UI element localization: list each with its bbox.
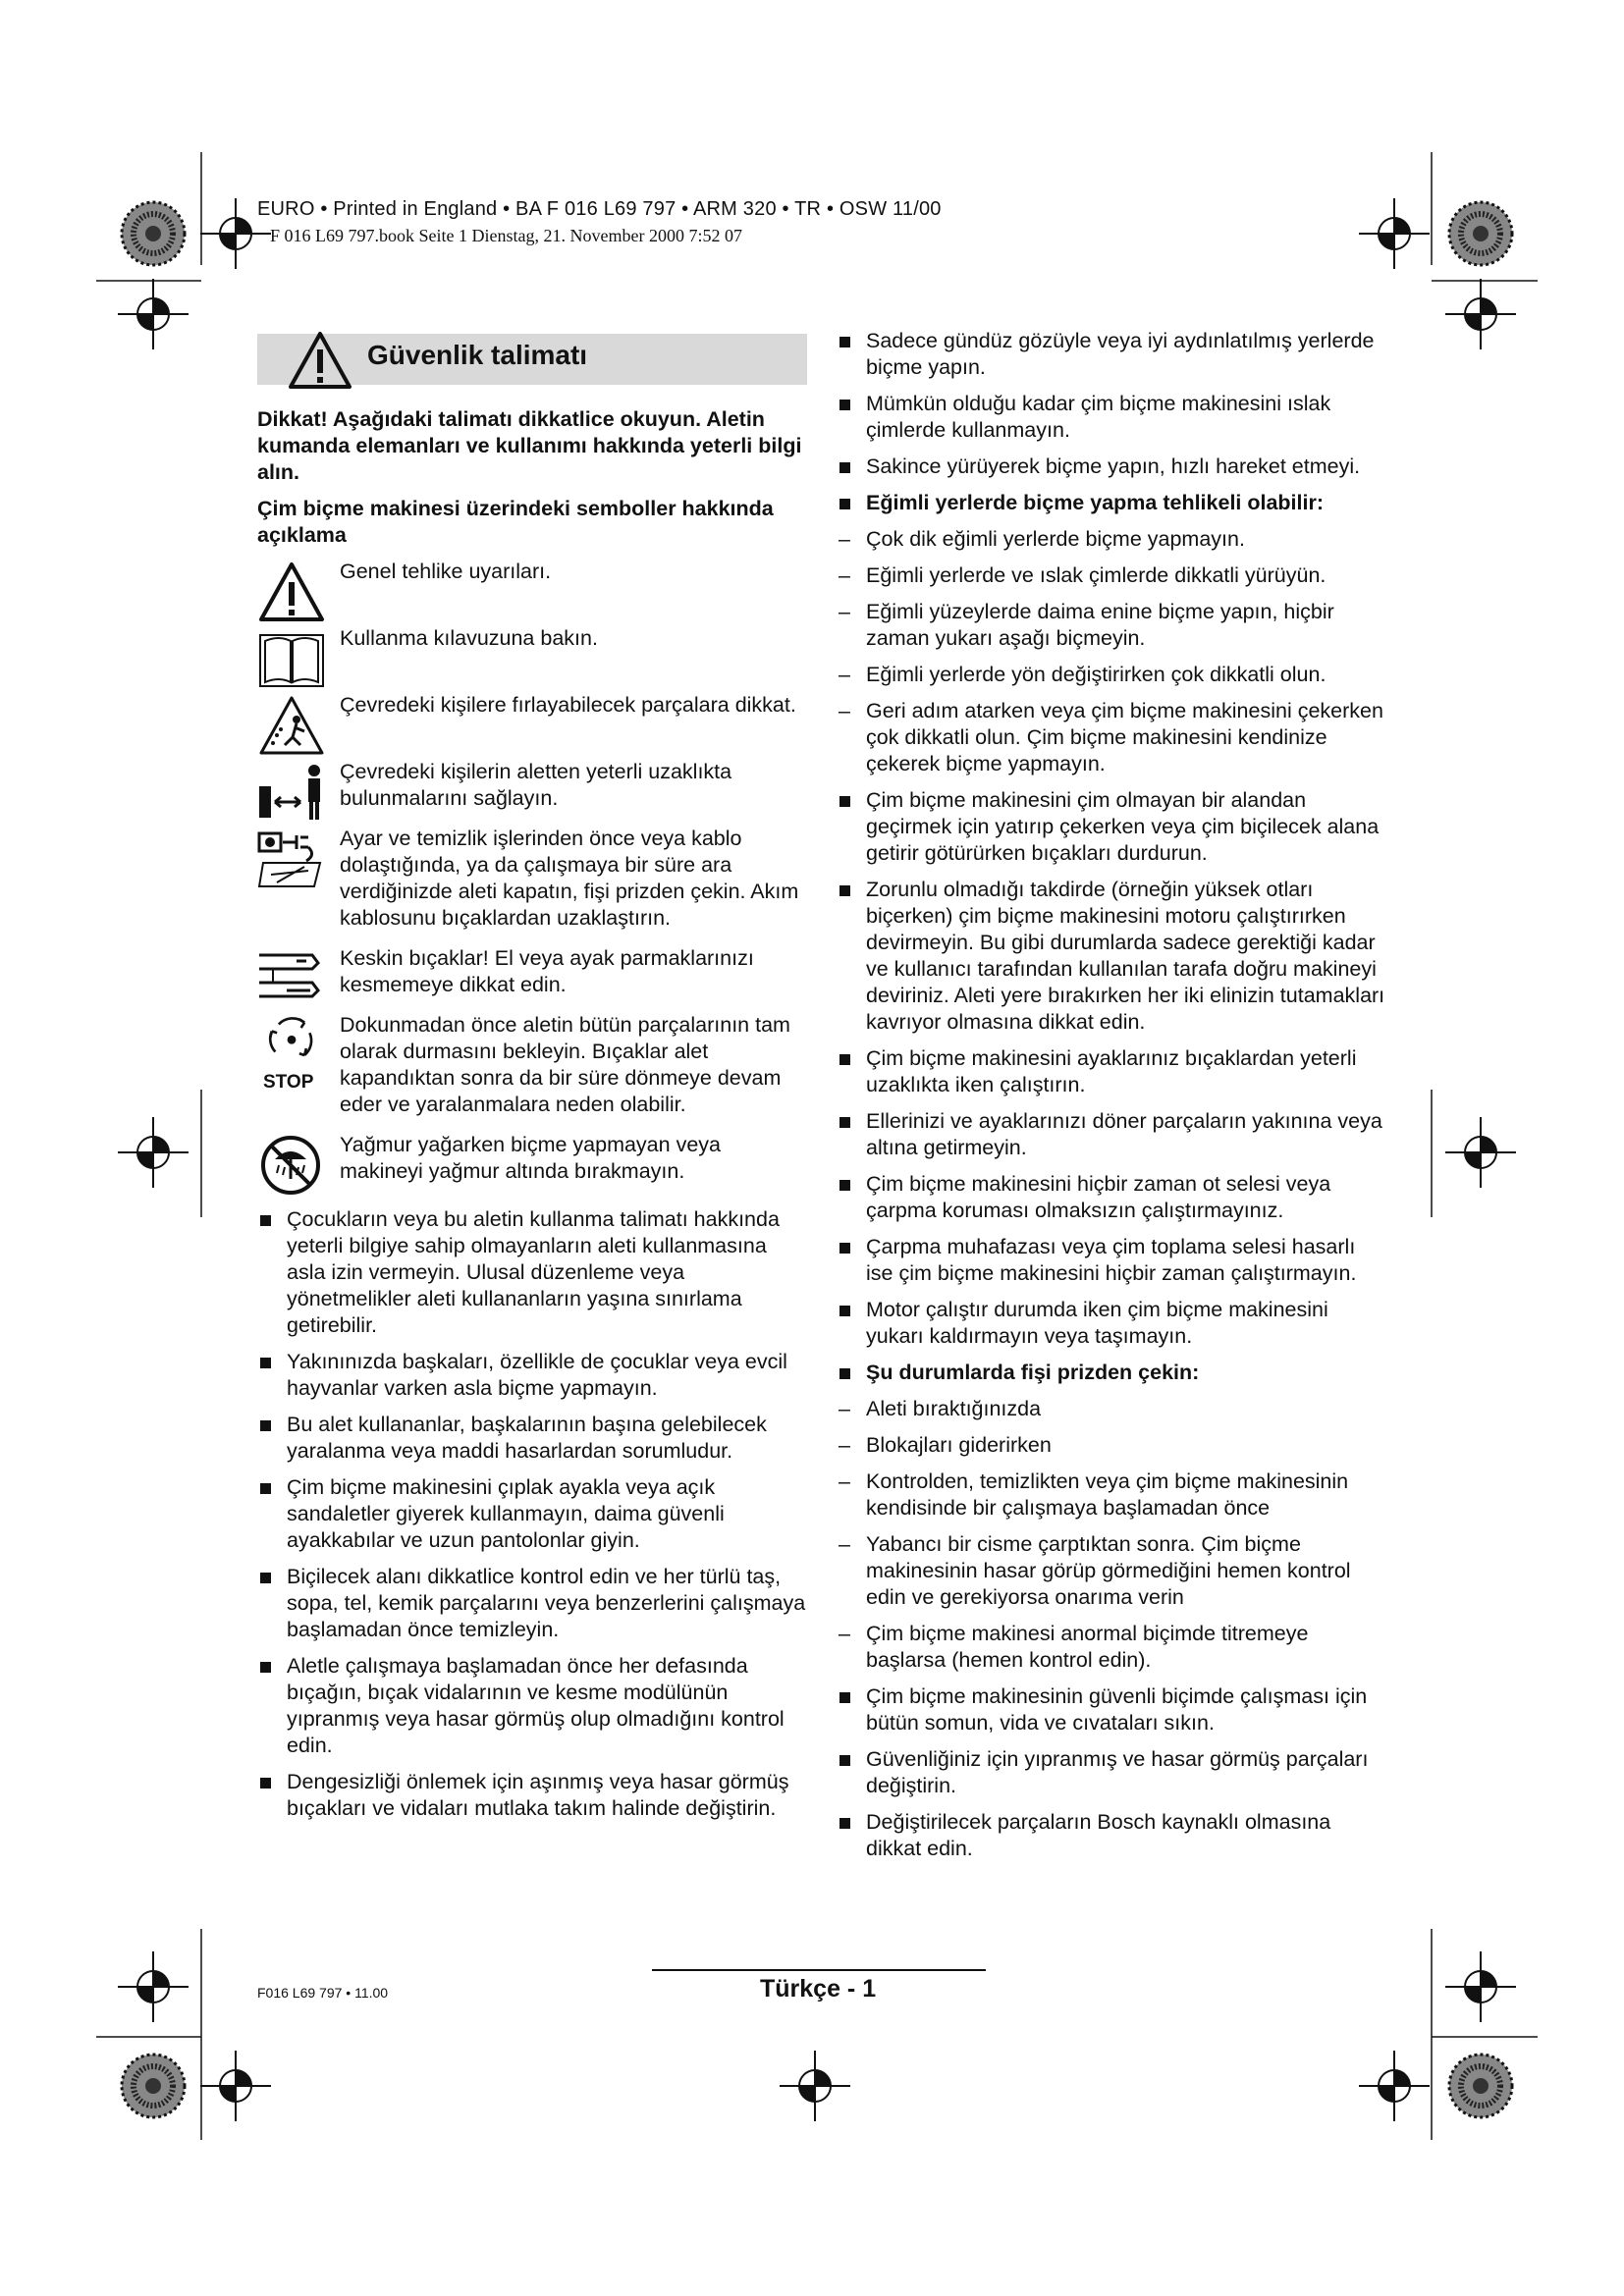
symbol-text: Dokunmadan önce aletin bütün parçalarının tam olarak durmasını bekleyin. Bıçaklar alet kapandıktan sonra da bir süre dönmeye devam eder ve yaralanmalara neden olabilir. xyxy=(340,1013,790,1116)
print-header-line-2: F 016 L69 797.book Seite 1 Dienstag, 21. November 2000 7:52 07 xyxy=(270,226,742,245)
left-column xyxy=(257,334,807,1832)
dash-item: – Aleti bıraktığınızda xyxy=(837,1396,1386,1422)
symbol-row xyxy=(257,1132,807,1185)
symbol-text: Çevredeki kişilerin aletten yeterli uzaklıkta bulunmalarını sağlayın. xyxy=(340,760,732,810)
dash-item: – Geri adım atarken veya çim biçme makinesini çekerken çok dikkatli olun. Çim biçme makinesini kendinize çekerek biçme yapmayın. xyxy=(837,698,1386,777)
sharp-blades-icon xyxy=(257,947,326,1010)
bullet-item: Çim biçme makinesini ayaklarınız bıçaklardan yeterli uzaklıkta iken çalıştırın. xyxy=(837,1045,1386,1098)
footer-page-label: Türkçe - 1 xyxy=(760,1975,877,2002)
bullet-item: Yakınınızda başkaları, özellikle de çocuklar veya evcil hayvanlar varken asla biçme yapmayın. xyxy=(257,1349,807,1402)
manual-book-icon xyxy=(257,627,326,690)
bullet-item: Mümkün olduğu kadar çim biçme makinesini ıslak çimlerde kullanmayın. xyxy=(837,391,1386,444)
thrown-objects-icon xyxy=(257,694,326,757)
symbol-row xyxy=(257,945,807,998)
left-bullet-list xyxy=(257,1206,807,1822)
bullet-item: Çocukların veya bu aletin kullanma talimatı hakkında yeterli bilgiye sahip olmayanların aleti kullanmasına asla izin vermeyin. Ulusal düzenleme veya yönetmelikler aleti kullananların yaşına sınırlama getirebilir. xyxy=(257,1206,807,1339)
footer-divider xyxy=(652,1969,986,1971)
dash-item: – Kontrolden, temizlikten veya çim biçme makinesinin kendisinde bir çalışmaya başlamadan önce xyxy=(837,1468,1386,1522)
section-banner xyxy=(257,334,807,385)
keep-distance-icon xyxy=(257,761,326,824)
symbol-row xyxy=(257,826,807,932)
warning-triangle-icon xyxy=(257,561,326,623)
symbol-text: Yağmur yağarken biçme yapmayan veya makineyi yağmur altında bırakmayın. xyxy=(340,1133,721,1183)
no-rain-icon xyxy=(257,1134,326,1197)
dash-item: – Eğimli yerlerde ve ıslak çimlerde dikkatli yürüyün. xyxy=(837,562,1386,589)
symbol-row xyxy=(257,559,807,612)
footer-doc-code: F016 L69 797 • 11.00 xyxy=(257,1985,389,2001)
bullet-item: Değiştirilecek parçaların Bosch kaynaklı olmasına dikkat edin. xyxy=(837,1809,1386,1862)
bullet-item: Şu durumlarda fişi prizden çekin: xyxy=(837,1360,1386,1386)
dash-item: – Eğimli yerlerde yön değiştirirken çok dikkatli olun. xyxy=(837,662,1386,688)
symbol-text: Çevredeki kişilere fırlayabilecek parçalara dikkat. xyxy=(340,693,796,717)
bullet-item: Zorunlu olmadığı takdirde (örneğin yüksek otları biçerken) çim biçme makinesini motoru çalıştırırken devirmeyin. Bu gibi durumlarda sadece gerektiği kadar ve kullanıcı tarafından kullanılan tarafa doğru makineyi deviriniz. Aleti yere bırakırken her iki elinizin tutamakları kavrıyor olmasına dikkat edin. xyxy=(837,877,1386,1036)
bullet-item: Ellerinizi ve ayaklarınızı döner parçaların yakınına veya altına getirmeyin. xyxy=(837,1108,1386,1161)
print-header-line-1: EURO • Printed in England • BA F 016 L69 797 • ARM 320 • TR • OSW 11/00 xyxy=(257,198,942,220)
symbol-row xyxy=(257,1012,807,1118)
bullet-item: Sakince yürüyerek biçme yapın, hızlı hareket etmeyi. xyxy=(837,454,1386,480)
stop-label: STOP xyxy=(263,1072,314,1093)
bullet-item: Sadece gündüz gözüyle veya iyi aydınlatılmış yerlerde biçme yapın. xyxy=(837,328,1386,381)
bullet-item: Çim biçme makinesini hiçbir zaman ot selesi veya çarpma koruması olmaksızın çalıştırmayınız. xyxy=(837,1171,1386,1224)
bullet-item: Eğimli yerlerde biçme yapma tehlikeli olabilir: xyxy=(837,490,1386,516)
symbol-row xyxy=(257,625,807,678)
bullet-item: Aletle çalışmaya başlamadan önce her defasında bıçağın, bıçak vidalarının ve kesme modülünün yıpranmış veya hasar görmüş olup olmadığını kontrol edin. xyxy=(257,1653,807,1759)
dash-item: – Eğimli yüzeylerde daima enine biçme yapın, hiçbir zaman yukarı aşağı biçmeyin. xyxy=(837,599,1386,652)
right-column xyxy=(837,328,1386,1872)
intro-warning: Dikkat! Aşağıdaki talimatı dikkatlice okuyun. Aletin kumanda elemanları ve kullanımı hakkında yeterli bilgi alın. xyxy=(257,407,802,484)
bullet-item: Dengesizliği önlemek için aşınmış veya hasar görmüş bıçakları ve vidaları mutlaka takım halinde değiştirin. xyxy=(257,1769,807,1822)
bullet-item: Biçilecek alanı dikkatlice kontrol edin ve her türlü taş, sopa, tel, kemik parçalarını veya benzerlerini çalışmaya başlamadan önce temizleyin. xyxy=(257,1564,807,1643)
bullet-item: Çim biçme makinesini çıplak ayakla veya açık sandaletler giyerek kullanmayın, daima güvenli ayakkabılar ve uzun pantolonlar giyin. xyxy=(257,1474,807,1554)
bullet-item: Motor çalıştır durumda iken çim biçme makinesini yukarı kaldırmayın veya taşımayın. xyxy=(837,1297,1386,1350)
symbol-row xyxy=(257,759,807,812)
symbol-row xyxy=(257,692,807,745)
bullet-item: Çim biçme makinesinin güvenli biçimde çalışması için bütün somun, vida ve cıvataları sıkın. xyxy=(837,1683,1386,1736)
section-title: Güvenlik talimatı xyxy=(367,340,588,370)
unplug-icon xyxy=(257,828,326,890)
warning-triangle-icon xyxy=(287,330,353,391)
stop-rotation-icon xyxy=(257,1014,326,1069)
bullet-item: Çim biçme makinesini çim olmayan bir alandan geçirmek için yatırıp çekerken veya çim biçilecek alana getirir götürürken bıçakları durdurun. xyxy=(837,787,1386,867)
right-bullet-list xyxy=(837,328,1386,1862)
dash-item: – Çok dik eğimli yerlerde biçme yapmayın. xyxy=(837,526,1386,553)
symbol-text: Genel tehlike uyarıları. xyxy=(340,560,552,583)
bullet-item: Güvenliğiniz için yıpranmış ve hasar görmüş parçaları değiştirin. xyxy=(837,1746,1386,1799)
symbol-text: Ayar ve temizlik işlerinden önce veya kablo dolaştığında, ya da çalışmaya bir süre ara verdiğinizde aleti kapatın, fişi prizden çekin. Akım kablosunu bıçaklardan uzaklaştırın. xyxy=(340,827,799,930)
dash-item: – Çim biçme makinesi anormal biçimde titremeye başlarsa (hemen kontrol edin). xyxy=(837,1621,1386,1674)
bullet-item: Bu alet kullananlar, başkalarının başına gelebilecek yaralanma veya maddi hasarlardan sorumludur. xyxy=(257,1412,807,1465)
dash-item: – Yabancı bir cisme çarptıktan sonra. Çim biçme makinesinin hasar görüp görmediğini hemen kontrol edin ve gerekiyorsa onarıma verin xyxy=(837,1531,1386,1611)
dash-item: – Blokajları giderirken xyxy=(837,1432,1386,1459)
symbol-text: Keskin bıçaklar! El veya ayak parmaklarınızı kesmemeye dikkat edin. xyxy=(340,946,754,996)
symbols-heading: Çim biçme makinesi üzerindeki semboller hakkında açıklama xyxy=(257,497,774,547)
bullet-item: Çarpma muhafazası veya çim toplama selesi hasarlı ise çim biçme makinesini hiçbir zaman çalıştırmayın. xyxy=(837,1234,1386,1287)
symbol-text: Kullanma kılavuzuna bakın. xyxy=(340,626,598,650)
